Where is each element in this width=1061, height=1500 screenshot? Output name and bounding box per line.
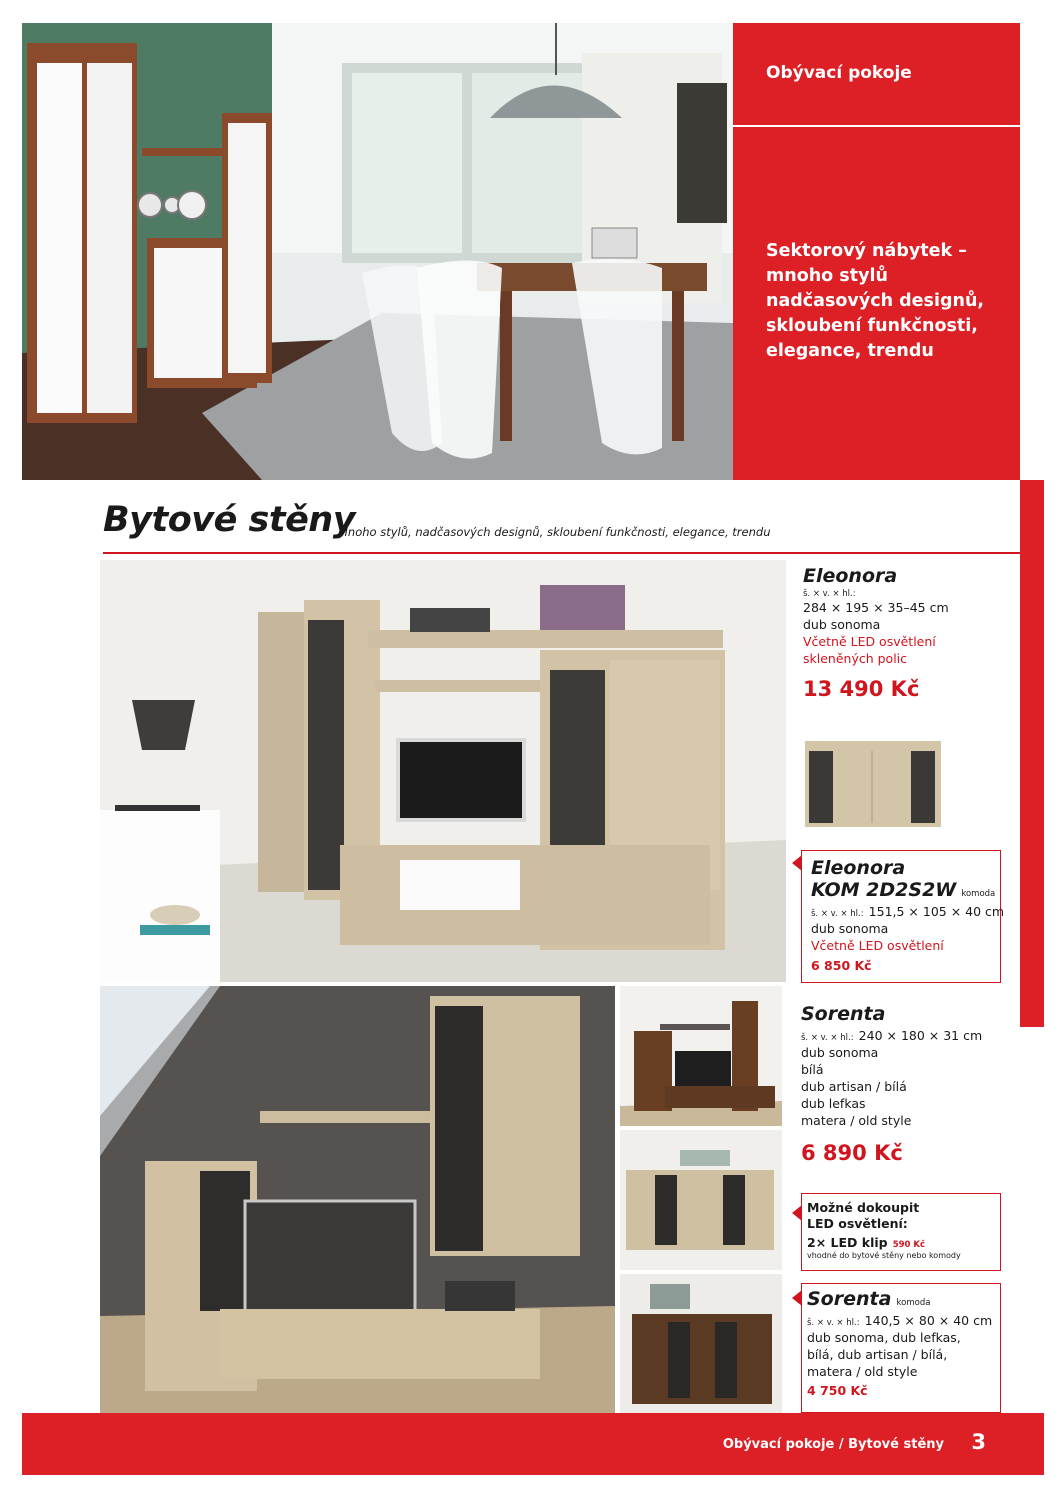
- product-dimensions: 151,5 × 105 × 40 cm: [868, 904, 1005, 919]
- product-dims-row: [811, 901, 1005, 920]
- section-title: Obývací pokoje: [766, 63, 912, 83]
- product-type: komoda: [961, 889, 996, 899]
- product-price: 6 890 Kč: [801, 1141, 903, 1165]
- sorenta-variant-photo: [620, 986, 782, 1126]
- product-name-line2: [811, 879, 1000, 901]
- eleonora-photo: [100, 560, 786, 982]
- sorenta-photo: [100, 986, 615, 1413]
- hero-panel: [733, 23, 1020, 480]
- product-name-row: [807, 1288, 1000, 1310]
- led-line3: 2× LED klip: [807, 1235, 888, 1250]
- product-dims-row: [807, 1310, 1000, 1329]
- side-accent-bar: [1020, 480, 1044, 1027]
- product-note: Včetně LED osvětlení: [803, 634, 936, 649]
- product-variant: bílá: [801, 1062, 824, 1077]
- dimension-label: š. × v. × hl.:: [811, 909, 864, 919]
- dimension-label: š. × v. × hl.:: [801, 1033, 854, 1043]
- hero-photo-dining-room: [22, 23, 733, 480]
- product-type: komoda: [896, 1298, 931, 1308]
- product-dimensions: 284 × 195 × 35–45 cm: [803, 600, 949, 615]
- product-name: Sorenta: [801, 1003, 886, 1025]
- sorenta-komoda-box: [801, 1283, 1001, 1413]
- led-addon-box: [801, 1193, 1001, 1271]
- box-pointer: [792, 1205, 802, 1221]
- section-divider: [733, 125, 1020, 127]
- product-variant: matera / old style: [801, 1113, 912, 1128]
- product-price: 6 850 Kč: [811, 958, 872, 973]
- product-material: dub sonoma: [803, 617, 881, 632]
- led-price-row: [807, 1232, 1000, 1251]
- eleonora-kom-photo: [799, 733, 945, 833]
- product-dims-row: [801, 1025, 1011, 1044]
- box-pointer: [792, 855, 802, 871]
- product-name: Eleonora: [803, 565, 898, 587]
- sorenta-info: [801, 1003, 1011, 1165]
- footer-breadcrumb: Obývací pokoje / Bytové stěny: [722, 1437, 944, 1452]
- product-variant: bílá, dub artisan / bílá,: [807, 1347, 948, 1362]
- heading-divider: [103, 552, 1020, 554]
- product-note-2: skleněných polic: [803, 651, 908, 666]
- dimension-label: š. × v. × hl.:: [803, 589, 856, 599]
- led-line2: LED osvětlení:: [807, 1216, 908, 1231]
- led-price: 590 Kč: [892, 1240, 926, 1250]
- sorenta-komoda-led-photo: [620, 1130, 782, 1270]
- product-variant: dub sonoma, dub lefkas,: [807, 1330, 961, 1345]
- section-tagline: Sektorový nábytek – mnoho stylů nadčasových designů, skloubení funkčnosti, elegance, trendu: [766, 241, 985, 361]
- product-variant: dub lefkas: [801, 1096, 866, 1111]
- product-model: KOM 2D2S2W: [811, 879, 957, 901]
- product-material: dub sonoma: [811, 921, 889, 936]
- page-number: 3: [971, 1430, 986, 1454]
- product-name: Sorenta: [807, 1288, 892, 1310]
- product-price: 4 750 Kč: [807, 1383, 868, 1398]
- product-variant: matera / old style: [807, 1364, 918, 1379]
- led-line1: Možné dokoupit: [807, 1200, 920, 1215]
- product-variant: dub artisan / bílá: [801, 1079, 907, 1094]
- product-name: Eleonora: [811, 857, 906, 879]
- page-heading: Bytové stěny: [103, 500, 356, 540]
- page-subheading: Mnoho stylů, nadčasových designů, skloubení funkčnosti, elegance, trendu: [338, 525, 771, 539]
- sorenta-komoda-photo: [620, 1274, 782, 1413]
- page-footer: [22, 1413, 1044, 1475]
- product-price: 13 490 Kč: [803, 677, 920, 701]
- box-pointer: [792, 1290, 802, 1306]
- product-note: Včetně LED osvětlení: [811, 938, 944, 953]
- led-note: vhodné do bytové stěny nebo komody: [807, 1251, 961, 1260]
- eleonora-kom-box: [801, 850, 1005, 983]
- product-variant: dub sonoma: [801, 1045, 879, 1060]
- product-dimensions: 140,5 × 80 × 40 cm: [864, 1313, 993, 1328]
- dimension-label: š. × v. × hl.:: [807, 1318, 860, 1328]
- eleonora-info: [803, 565, 1008, 701]
- product-dimensions: 240 × 180 × 31 cm: [858, 1028, 983, 1043]
